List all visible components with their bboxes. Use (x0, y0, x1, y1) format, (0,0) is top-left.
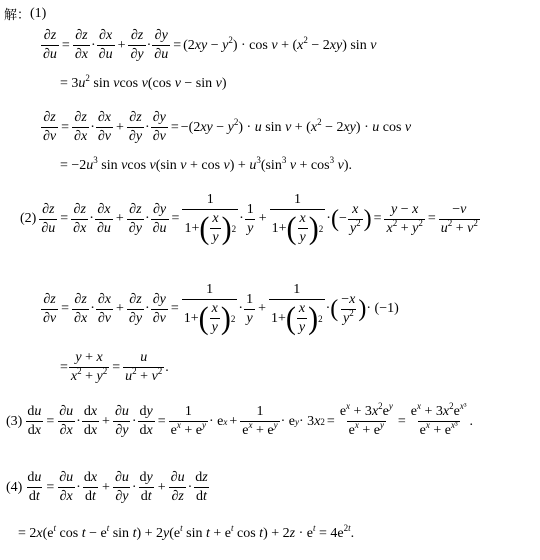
equation-1a: $\frac{\partial z}{\partial u}$ = $\frac{\partial z}{\partial x}$ · ∂x ∂u + $\frac{\partial z}{\partial y}$ · $\frac{\partial y}{\partial u}$ = $(2xy - y^2) \cdot \cos v + (x^2 - 2xy)$ sin v (43, 28, 377, 62)
answer-label: 解： (4, 8, 31, 23)
equation-1c: $\frac{\partial z}{\partial v}$ = $\frac{\partial z}{\partial x}$ · ∂x ∂v + $\frac{\partial z}{\partial y}$ · $\frac{\partial y}{\partial v}$ = $-(2xy - y^2) \cdot u$ $\sin v + (x^2 - 2xy) \cdot u$ cos v (43, 110, 412, 144)
equation-2a: (2) $\frac{\partial z}{\partial u}$ = $\frac{\partial z}{\partial x}$ · ∂x ∂u + $\frac{\partial z}{\partial y}$ · $\frac{\partial y}{\partial u}$ = 1 1+ ( x y ) 2 · 1 y + 1 1+ ( x y ) 2 · ( − x $y^2$ ) = $\frac{y - x}{x^2 + y^2}$ = $\frac{-v}{u^2 + v^2}$ (20, 192, 478, 246)
part-1-label: (1) (30, 5, 47, 21)
part-3-label: (3) (6, 413, 23, 429)
equation-3: (3) $\frac{du}{dx}$ = $\frac{\partial u}{\partial x}$ · dx dx + $\frac{\partial u}{\partial y}$ · $\frac{dy}{dx}$ = $\frac{1}{e^x + e^y}$ · e x + $\frac{1}{e^x + e^y}$ · e y · 3 x 2 = $\frac{e^x + 3x^2e^y}{e^x + e^y}$ = $\frac{e^x + 3x^2e^{x^3}}{e^x + e^{x^3}}$ . (6, 401, 474, 438)
equation-4b: = $2x(e^t$ $\cos t - e^t$ $\sin t) + 2y(e^t$ $\sin t + e^t$ $\cos t) + 2z \cdot e^t = 4e^{2t}$. (18, 523, 355, 541)
part-4-label: (4) (6, 479, 23, 495)
equation-1d: = $-2u^3$ sin vcos v(sin $v + \cos v) + u^3(\sin^3$ $v + \cos^3 v$). (60, 155, 352, 173)
equation-2c: = $\frac{y + x}{x^2 + y^2}$ = $\frac{u}{u^2 + v^2}$ . (60, 350, 169, 384)
equation-1b: = $3u^2$ sin vcos v(cos v − sin v) (60, 73, 227, 91)
equation-4a: (4) $\frac{du}{dt}$ = $\frac{\partial u}{\partial x}$ · dx dt + $\frac{\partial u}{\partial y}$ · dy dt + $\frac{\partial u}{\partial z}$ · dz dt (6, 470, 208, 504)
solution-heading (4, 4, 46, 23)
equation-2b: $\frac{\partial z}{\partial v}$ = $\frac{\partial z}{\partial x}$ · ∂x ∂v + $\frac{\partial z}{\partial y}$ · $\frac{\partial y}{\partial v}$ = 1 1+ ( x y ) 2 · 1 y + 1 1+ ( x y ) 2 · ( −x $y^2$ ) · (−1) (43, 282, 399, 336)
part-2-label: (2) (20, 211, 37, 226)
